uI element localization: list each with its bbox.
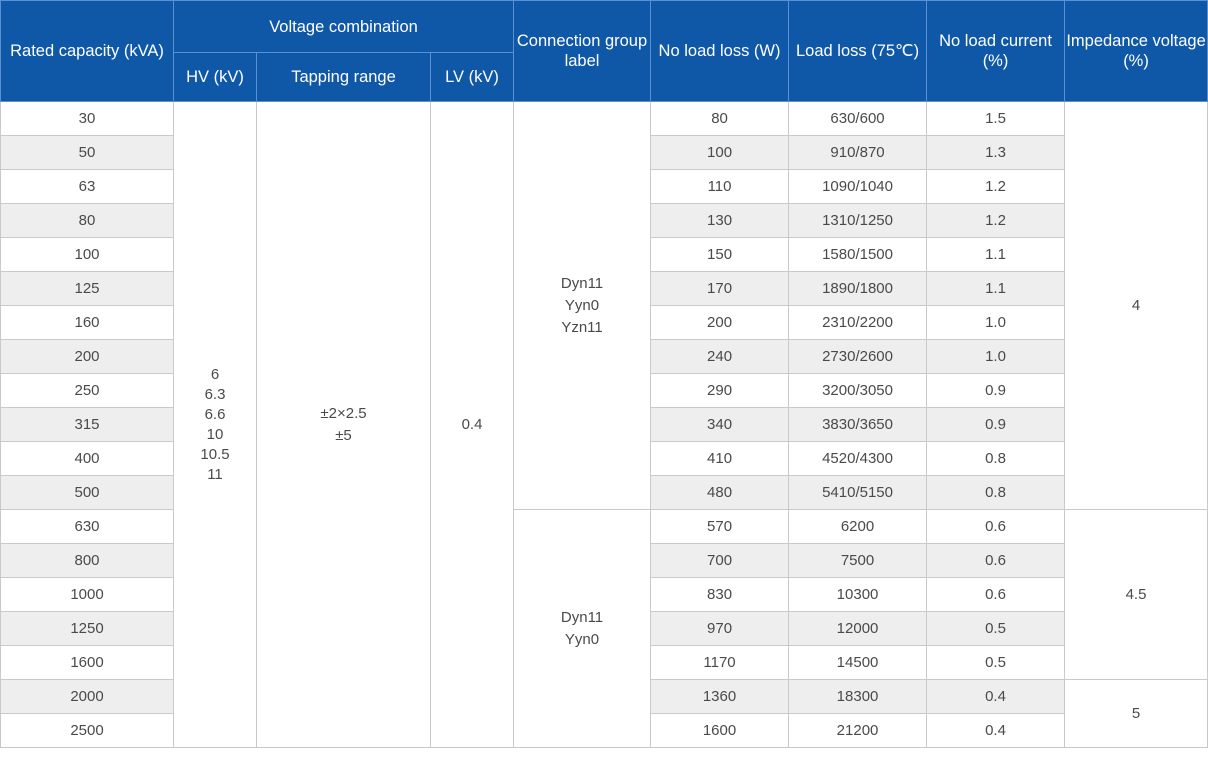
cell-connection-group-line: Dyn11: [560, 608, 604, 626]
cell-rated-capacity: 1250: [1, 612, 174, 646]
cell-load-loss: 2310/2200: [789, 306, 927, 340]
cell-load-loss: 910/870: [789, 136, 927, 170]
cell-load-loss: 3830/3650: [789, 408, 927, 442]
cell-no-load-current: 0.4: [927, 680, 1065, 714]
header-tapping-range: Tapping range: [257, 53, 431, 102]
cell-hv-line: 6.3: [204, 385, 226, 403]
cell-no-load-current: 0.5: [927, 612, 1065, 646]
cell-no-load-current: 1.1: [927, 238, 1065, 272]
cell-no-load-loss: 290: [651, 374, 789, 408]
cell-no-load-current: 0.6: [927, 510, 1065, 544]
cell-rated-capacity: 2500: [1, 714, 174, 748]
cell-lv: 0.4: [431, 102, 514, 748]
cell-rated-capacity: 630: [1, 510, 174, 544]
cell-load-loss: 12000: [789, 612, 927, 646]
cell-load-loss: 1310/1250: [789, 204, 927, 238]
cell-rated-capacity: 2000: [1, 680, 174, 714]
cell-rated-capacity: 400: [1, 442, 174, 476]
cell-tapping-range-line: ±5: [335, 426, 352, 444]
cell-rated-capacity: 80: [1, 204, 174, 238]
cell-rated-capacity: 1000: [1, 578, 174, 612]
header-hv: HV (kV): [174, 53, 257, 102]
cell-no-load-loss: 170: [651, 272, 789, 306]
cell-connection-group: [514, 102, 651, 510]
cell-no-load-loss: 700: [651, 544, 789, 578]
cell-load-loss: 14500: [789, 646, 927, 680]
cell-no-load-current: 1.1: [927, 272, 1065, 306]
cell-connection-group-line: Yyn0: [564, 630, 600, 648]
cell-load-loss: 5410/5150: [789, 476, 927, 510]
table-body: [1, 102, 1208, 748]
cell-load-loss: 1090/1040: [789, 170, 927, 204]
header-no-load-loss: No load loss (W): [651, 1, 789, 102]
cell-impedance-voltage: 4: [1065, 102, 1208, 510]
cell-load-loss: 7500: [789, 544, 927, 578]
cell-tapping-range-line: ±2×2.5: [320, 404, 367, 422]
cell-no-load-current: 0.9: [927, 408, 1065, 442]
cell-load-loss: 21200: [789, 714, 927, 748]
cell-no-load-current: 1.0: [927, 306, 1065, 340]
cell-no-load-current: 0.6: [927, 544, 1065, 578]
cell-no-load-loss: 570: [651, 510, 789, 544]
cell-no-load-loss: 130: [651, 204, 789, 238]
cell-rated-capacity: 500: [1, 476, 174, 510]
cell-no-load-current: 0.5: [927, 646, 1065, 680]
table-row: [1, 102, 1208, 136]
cell-no-load-loss: 1360: [651, 680, 789, 714]
cell-no-load-loss: 1170: [651, 646, 789, 680]
cell-no-load-loss: 970: [651, 612, 789, 646]
cell-load-loss: 2730/2600: [789, 340, 927, 374]
cell-no-load-loss: 410: [651, 442, 789, 476]
cell-hv: [174, 102, 257, 748]
cell-no-load-current: 1.3: [927, 136, 1065, 170]
cell-no-load-loss: 830: [651, 578, 789, 612]
cell-no-load-loss: 100: [651, 136, 789, 170]
cell-impedance-voltage: 4.5: [1065, 510, 1208, 680]
cell-load-loss: 4520/4300: [789, 442, 927, 476]
cell-no-load-current: 0.8: [927, 476, 1065, 510]
cell-no-load-loss: 340: [651, 408, 789, 442]
cell-no-load-current: 0.6: [927, 578, 1065, 612]
cell-no-load-loss: 150: [651, 238, 789, 272]
cell-tapping-range: [257, 102, 431, 748]
cell-rated-capacity: 63: [1, 170, 174, 204]
cell-no-load-current: 1.2: [927, 170, 1065, 204]
cell-no-load-current: 0.8: [927, 442, 1065, 476]
header-voltage-combination: Voltage combination: [174, 1, 514, 53]
cell-connection-group: [514, 510, 651, 748]
cell-hv-line: 6: [210, 365, 220, 383]
cell-rated-capacity: 200: [1, 340, 174, 374]
cell-no-load-current: 1.5: [927, 102, 1065, 136]
cell-no-load-current: 0.9: [927, 374, 1065, 408]
cell-connection-group-line: Dyn11: [560, 274, 604, 292]
cell-no-load-current: 0.4: [927, 714, 1065, 748]
cell-rated-capacity: 1600: [1, 646, 174, 680]
cell-no-load-loss: 1600: [651, 714, 789, 748]
cell-load-loss: 3200/3050: [789, 374, 927, 408]
cell-hv-line: 11: [207, 465, 223, 483]
cell-load-loss: 630/600: [789, 102, 927, 136]
header-rated-capacity: Rated capacity (kVA): [1, 1, 174, 102]
cell-connection-group-line: Yzn11: [561, 318, 603, 336]
header-connection-group: Connection group label: [514, 1, 651, 102]
cell-no-load-loss: 480: [651, 476, 789, 510]
cell-load-loss: 10300: [789, 578, 927, 612]
cell-load-loss: 6200: [789, 510, 927, 544]
cell-no-load-current: 1.2: [927, 204, 1065, 238]
cell-no-load-loss: 110: [651, 170, 789, 204]
cell-load-loss: 1580/1500: [789, 238, 927, 272]
cell-no-load-loss: 80: [651, 102, 789, 136]
cell-rated-capacity: 125: [1, 272, 174, 306]
header-impedance-voltage: Impedance voltage (%): [1065, 1, 1208, 102]
cell-rated-capacity: 315: [1, 408, 174, 442]
cell-load-loss: 18300: [789, 680, 927, 714]
cell-no-load-current: 1.0: [927, 340, 1065, 374]
cell-no-load-loss: 200: [651, 306, 789, 340]
header-no-load-current: No load current (%): [927, 1, 1065, 102]
cell-rated-capacity: 250: [1, 374, 174, 408]
cell-impedance-voltage: 5: [1065, 680, 1208, 748]
cell-rated-capacity: 160: [1, 306, 174, 340]
header-lv: LV (kV): [431, 53, 514, 102]
cell-hv-line: 6.6: [204, 405, 226, 423]
cell-rated-capacity: 30: [1, 102, 174, 136]
cell-rated-capacity: 800: [1, 544, 174, 578]
cell-rated-capacity: 50: [1, 136, 174, 170]
cell-rated-capacity: 100: [1, 238, 174, 272]
cell-connection-group-line: Yyn0: [564, 296, 600, 314]
header-load-loss: Load loss (75℃): [789, 1, 927, 102]
cell-no-load-loss: 240: [651, 340, 789, 374]
cell-hv-line: 10: [206, 425, 224, 443]
cell-load-loss: 1890/1800: [789, 272, 927, 306]
cell-hv-line: 10.5: [200, 445, 230, 463]
